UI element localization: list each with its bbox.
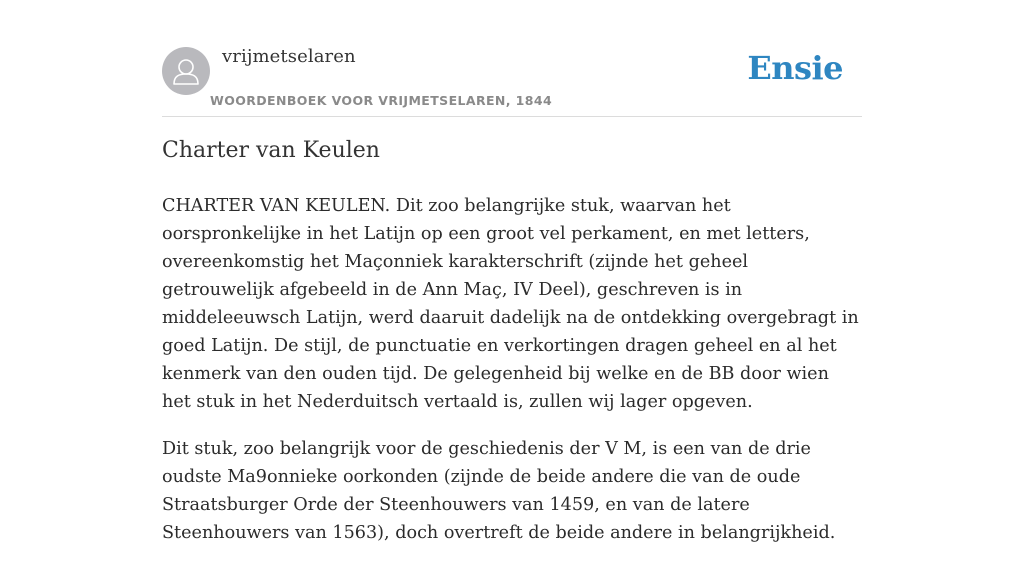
article-title: Charter van Keulen (162, 138, 380, 163)
source-title[interactable]: WOORDENBOEK VOOR VRIJMETSELAREN, 1844 (210, 93, 553, 108)
page-container (162, 0, 862, 543)
user-silhouette-icon (162, 47, 210, 95)
article-body (162, 192, 862, 566)
entry-header (162, 0, 862, 117)
article-paragraph: Dit stuk, zoo belangrijk voor de geschiedenis der V M, is een van de drie oudste Ma9onnieke oorkonden (zijnde de beide andere die van de oude Straatsburger Orde der Steenhouwers van 1459, en van de latere Steenhouwers van 1563), doch overtreft de beide andere in belangrijkheid. (162, 439, 836, 543)
site-logo[interactable]: Ensie (747, 49, 843, 87)
article-paragraph: CHARTER VAN KEULEN. Dit zoo belangrijke stuk, waarvan het oorspronkelijke in het Latijn op een groot vel perkament, en met letters, overeenkomstig het Maçonniek karakterschrift (zijnde het geheel getrouwelijk afgebeeld in de Ann Maç, IV Deel), geschreven is in middeleeuwsch Latijn, werd daaruit dadelijk na de ontdekking overgebragt in goed Latijn. De stijl, de punctuatie en verkortingen dragen geheel en al het kenmerk van den ouden tijd. De gelegenheid bij welke en de BB door wien het stuk in het Nederduitsch vertaald is, zullen wij lager opgeven. (162, 196, 859, 412)
author-name[interactable]: vrijmetselaren (222, 46, 356, 67)
author-avatar[interactable] (162, 47, 210, 95)
